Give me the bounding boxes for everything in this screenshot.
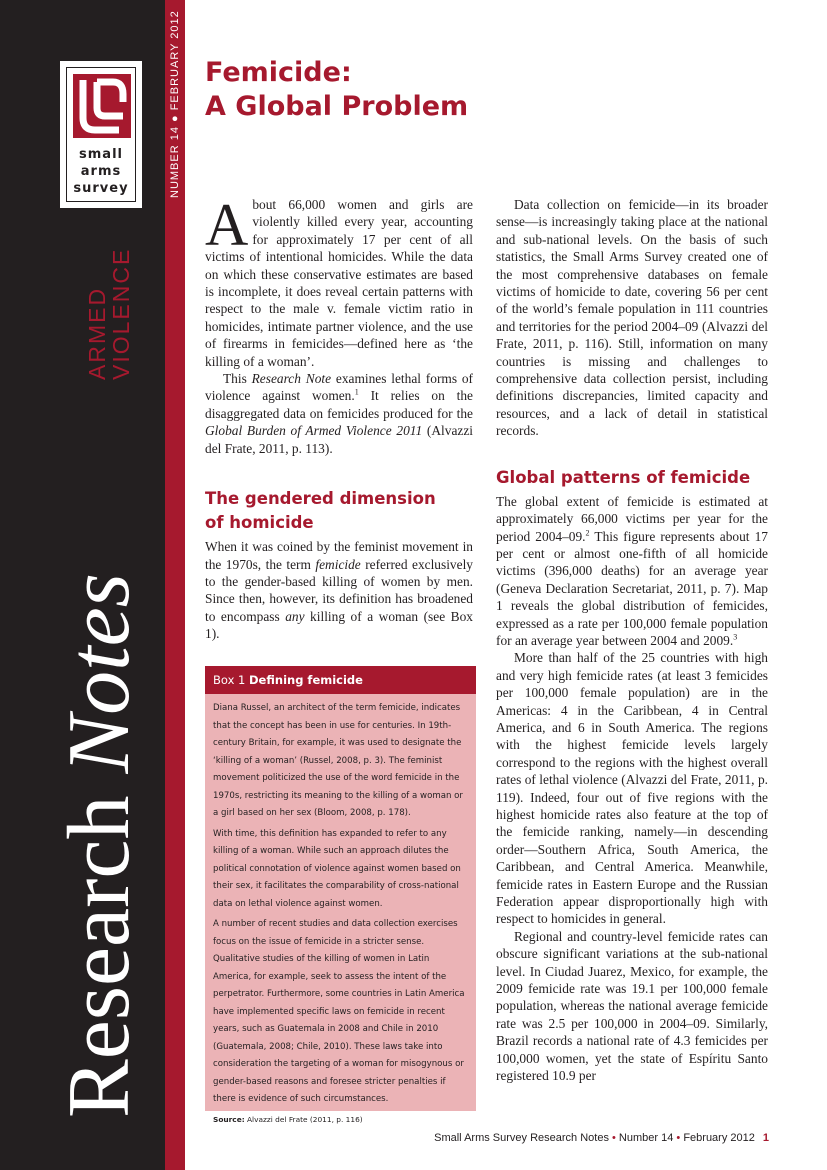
section-heading-gendered	[205, 487, 473, 535]
emphasis: any	[285, 608, 305, 624]
intro-text: bout 66,000 women and girls are violently killed every year, accounting for approximately 17 per cent of all victims of intentional homicides. While the data on which these conservative estimates are based is incomplete, it does reveal certain patterns with respect to the male v. female victim ratio in homicides, intimate partner violence, and the use of firearms in femicides—defined here as ‘the killing of a woman’.	[205, 197, 473, 369]
box-paragraph: Diana Russel, an architect of the term femicide, indicates that the concept has been in use for centuries. In 19th-century Britain, for example, it was used to designate the ‘killing of a woman’ (Russel, 2008, p. 3). The feminist movement politicized the use of the word femicide in the 1970s, restricting its meaning to the killing of a woman or a girl based on her sex (Bloom, 2008, p. 178).	[213, 703, 463, 818]
box-title: Defining femicide	[249, 673, 363, 687]
logo-wordmark	[67, 146, 135, 197]
box-label: Box 1	[213, 673, 250, 687]
title-line: A Global Problem	[205, 91, 469, 122]
logo-line: small	[79, 147, 123, 162]
page-footer	[434, 1131, 769, 1145]
heading-line: of homicide	[205, 513, 314, 533]
footer-bullet: •	[612, 1132, 616, 1144]
footer-publication: Small Arms Survey Research Notes	[434, 1132, 613, 1144]
footer-number: Number 14	[615, 1132, 677, 1144]
topic-line: VIOLENCE	[108, 247, 134, 380]
gendered-paragraph	[205, 538, 473, 642]
global-paragraph-1	[496, 493, 768, 650]
global-paragraph-2: More than half of the 25 countries with high and very high femicide rates (at least 3 femicides per 100,000 female population) are in the Americas: 4 in the Caribbean, 4 in Central America, and 6 in South America. The regions with the highest femicide levels largely correspond to the regions with the highest overall rates of lethal violence (Alvazzi del Frate, 2011, p. 119). Indeed, four out of five regions with the highest homicide rates also feature at the top of the femicide ranking, namely—in descending order—Southern Africa, South America, the Caribbean, and Central America. Meanwhile, femicide rates in Eastern Europe and the Russian Federation appear disproportionally high with respect to homicides in general.	[496, 650, 768, 927]
series-title-roman: Research	[51, 773, 148, 1118]
box-source	[213, 1114, 468, 1126]
source-text: Alvazzi del Frate (2011, p. 116)	[244, 1114, 363, 1124]
text-run: The global extent of femicide is estimated at approximately 66,000 victims per year for the period 2004–09.	[496, 493, 768, 544]
topic-line: ARMED	[84, 286, 110, 380]
intro-paragraph	[205, 192, 473, 370]
logo-mark-icon	[73, 74, 131, 138]
data-collection-paragraph: Data collection on femicide—in its broader sense—is increasingly taking place at the national and sub-national levels. On the basis of such statistics, the Small Arms Survey created one of the most comprehensive databases on female victims of homicide to date, covering 56 per cent of the world’s female population in 111 countries and territories for the period 2004–09 (Alvazzi del Frate, 2011, p. 116). Still, information on many countries is missing and challenges to comprehensive data collection persist, including definitions discrepancies, limited capacity and resources, and a lack of detail in statistical records.	[496, 197, 768, 439]
global-paragraph-3: Regional and country-level femicide rates can obscure significant variations at the sub-national level. In Ciudad Juarez, Mexico, for example, the 2009 femicide rate was 19.1 per 100,000 female population, whereas the national average femicide rate was 2.5 per 100,000 in 2004–09. Similarly, Brazil records a national rate of 4.3 femicides per 100,000 women, yet the state of Espíritu Santo registered 10.9 per	[496, 928, 768, 1084]
box-body	[205, 694, 476, 1126]
emphasis: Research Note	[251, 371, 332, 387]
small-arms-survey-logo	[60, 61, 142, 208]
text-run: (Alvazzi del Frate, 2011, p. 113).	[205, 423, 473, 456]
page-title	[205, 56, 468, 124]
text-run: killing of a woman (see Box 1).	[205, 608, 473, 642]
series-title-italic: Notes	[51, 573, 148, 774]
logo-line: arms	[80, 164, 122, 179]
text-run: This figure represents about 17 per cent or almost one-fifth of all homicide victims (396,000 deaths) for an average year (Geneva Declaration Secretariat, 2011, p. 7). Map 1 reveals the global distribution of femicides, expressed as a rate per 100,000 female population for an average year between 2004 and 2009.	[496, 528, 768, 648]
footnote-ref: 2	[585, 528, 590, 538]
footnote-ref: 3	[733, 632, 738, 642]
series-title	[50, 573, 150, 1118]
source-label: Source:	[213, 1114, 245, 1124]
emphasis: femicide	[315, 556, 361, 572]
box-defining-femicide	[205, 666, 476, 1124]
title-line: Femicide:	[205, 57, 352, 88]
emphasis: Global Burden of Armed Violence 2011	[205, 423, 423, 439]
text-run: It relies on the disaggregated data on femicides produced for the	[205, 388, 473, 421]
page-number: 1	[762, 1132, 769, 1144]
right-column	[496, 196, 768, 1085]
intro-paragraph-2	[205, 370, 473, 457]
text-run: examines lethal forms of violence against women.	[205, 371, 474, 404]
box-paragraph: With time, this definition has expanded to refer to any killing of a woman. While such an approach dilutes the political connotation of violence against women based on their sex, it facilitates the comparability of cross-national data on lethal violence against women.	[213, 828, 461, 909]
issue-label: NUMBER 14 ● FEBRUARY 2012	[169, 10, 181, 198]
section-heading-global: Global patterns of femicide	[496, 467, 751, 487]
text-run: This	[223, 371, 252, 387]
footnote-ref: 1	[354, 388, 359, 397]
footer-bullet: •	[676, 1132, 681, 1144]
left-column	[205, 192, 474, 643]
drop-cap: A	[205, 192, 249, 258]
heading-line: The gendered dimension	[205, 489, 436, 509]
text-run: When it was coined by the feminist movement in the 1970s, the term	[205, 539, 473, 572]
footer-date: February 2012	[680, 1132, 755, 1144]
topic-label	[85, 240, 133, 380]
box-paragraph: A number of recent studies and data collection exercises focus on the issue of femicide in a stricter sense. Qualitative studies of the killing of women in Latin America, for example, seek to assess the intent of the perpetrator. Furthermore, some countries in Latin America have implemented specific laws on femicide in recent years, such as Guatemala in 2008 and Chile in 2010 (Guatemala, 2008; Chile, 2010). These laws take into consideration the targeting of a woman for misogynous or gender-based reasons and foresee stricter penalties if there is evidence of such circumstances.	[213, 919, 465, 1104]
logo-line: survey	[73, 181, 129, 196]
text-run: referred exclusively to the gender-based killing of women by men. Since then, however, its definition has broadened to encompass	[205, 556, 473, 624]
box-header	[205, 666, 476, 694]
